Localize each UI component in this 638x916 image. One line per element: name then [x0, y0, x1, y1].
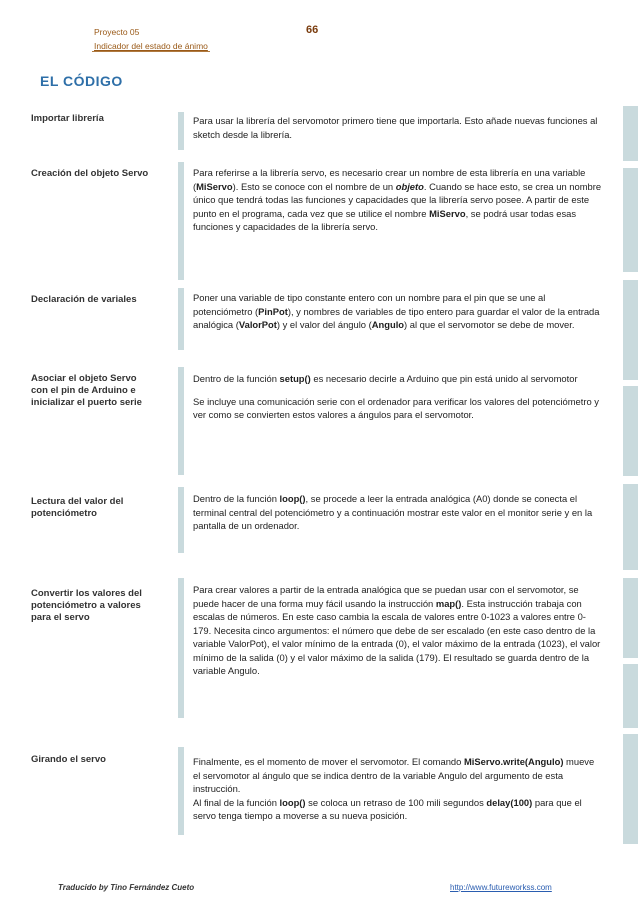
row-bar	[178, 578, 184, 718]
page-number: 66	[306, 24, 319, 36]
project-subtitle-link[interactable]: Indicador del estado de ánimo	[94, 41, 208, 51]
paragraph: Para usar la librería del servomotor primero tiene que importarla. Esto añade nuevas funciones al sketch desde la librería.	[193, 115, 598, 140]
row-text-importar	[193, 114, 603, 141]
row-label-convertir: Convertir los valores del potenciómetro a valores para el servo	[31, 588, 142, 623]
paragraph: Dentro de la función setup() es necesario decirle a Arduino que pin está unido al servomotor	[193, 373, 578, 384]
header-underline	[92, 51, 210, 52]
row-bar	[178, 288, 184, 350]
row-text-declaracion	[193, 291, 603, 332]
row-label-creacion: Creación del objeto Servo	[31, 168, 149, 179]
paragraph: Para crear valores a partir de la entrada analógica que se puedan usar con el servomotor, se puede hacer de una forma muy fácil usando la instrucción map(). Esta instrucción trabaja con escalas de números. En este caso cambia la escala de valores entre 0-1023 a valores entre 0-179. Necesita cinco argumentos: el número que debe de ser escalado (en este caso dentro de la variable ValorPot), el valor mínimo de la entrada (0), el valor máximo de la entrada (1023), el valor mínimo de la salida (0) y el valor máximo de la salida (179). El resultado se guarda dentro de la variable Angulo.	[193, 584, 601, 676]
row-label-girando: Girando el servo	[31, 754, 106, 765]
website-link[interactable]: http://www.futureworkss.com	[450, 883, 552, 892]
row-text-convertir	[193, 583, 603, 678]
project-number: Proyecto 05	[94, 27, 140, 37]
row-text-girando	[193, 755, 603, 823]
paragraph: Se incluye una comunicación serie con el ordenador para verificar los valores del potenciómetro y ver como se convierten estos valores a ángulos para el servomotor.	[193, 395, 599, 420]
row-text-asociar	[193, 372, 603, 422]
paragraph: Finalmente, es el momento de mover el servomotor. El comando MiServo.write(Angulo) mueve el servomotor al ángulo que se indica dentro de la variable Angulo del argumento de esta instrucción.	[193, 756, 595, 794]
row-label-importar: Importar librería	[31, 113, 104, 124]
side-tab	[623, 664, 638, 728]
paragraph: Al final de la función loop() se coloca un retraso de 100 mili segundos delay(100) para que el servo tenga tiempo a moverse a su nueva posición.	[193, 796, 582, 821]
side-tab	[623, 578, 638, 658]
paragraph: Para referirse a la librería servo, es necesario crear un nombre de esta librería en una variable (MiServo). Esto se conoce con el nombre de un objeto. Cuando se hace esto, se crea un nombre único que tendrá todas las funciones y capacidades que la librería servo posee. A partir de este punto en el programa, cada vez que se utilice el nombre MiServo, se podrá usar todas esas funciones y capacidades de la librería servo.	[193, 167, 602, 232]
row-bar	[178, 112, 184, 150]
paragraph: Dentro de la función loop(), se procede a leer la entrada analógica (A0) donde se conecta el terminal central del potenciómetro y a continuación mostrar este valor en el monitor serie y en la pantalla de un ordenador.	[193, 493, 593, 531]
paragraph: Poner una variable de tipo constante entero con un nombre para el pin que se une al potenciómetro (PinPot), y nombres de variables de tipo entero para guardar el valor de la entrada analógica (ValorPot) y el valor del ángulo (Angulo) al que el servomotor se debe de mover.	[193, 292, 600, 330]
section-title: EL CÓDIGO	[40, 73, 123, 89]
row-label-declaracion: Declaración de variales	[31, 294, 137, 305]
translator-credit: Traducido by Tino Fernández Cueto	[58, 883, 195, 892]
row-label-lectura: Lectura del valor del potenciómetro	[31, 496, 124, 519]
side-tab	[623, 386, 638, 476]
row-text-lectura	[193, 492, 603, 533]
row-bar	[178, 162, 184, 280]
side-tab	[623, 168, 638, 272]
row-bar	[178, 747, 184, 835]
row-label-asociar: Asociar el objeto Servo con el pin de Arduino e inicializar el puerto serie	[31, 373, 142, 408]
side-tab	[623, 484, 638, 570]
side-tab	[623, 106, 638, 161]
row-bar	[178, 487, 184, 553]
side-tab	[623, 734, 638, 844]
row-bar	[178, 367, 184, 475]
row-text-creacion	[193, 166, 603, 234]
side-tab	[623, 280, 638, 380]
